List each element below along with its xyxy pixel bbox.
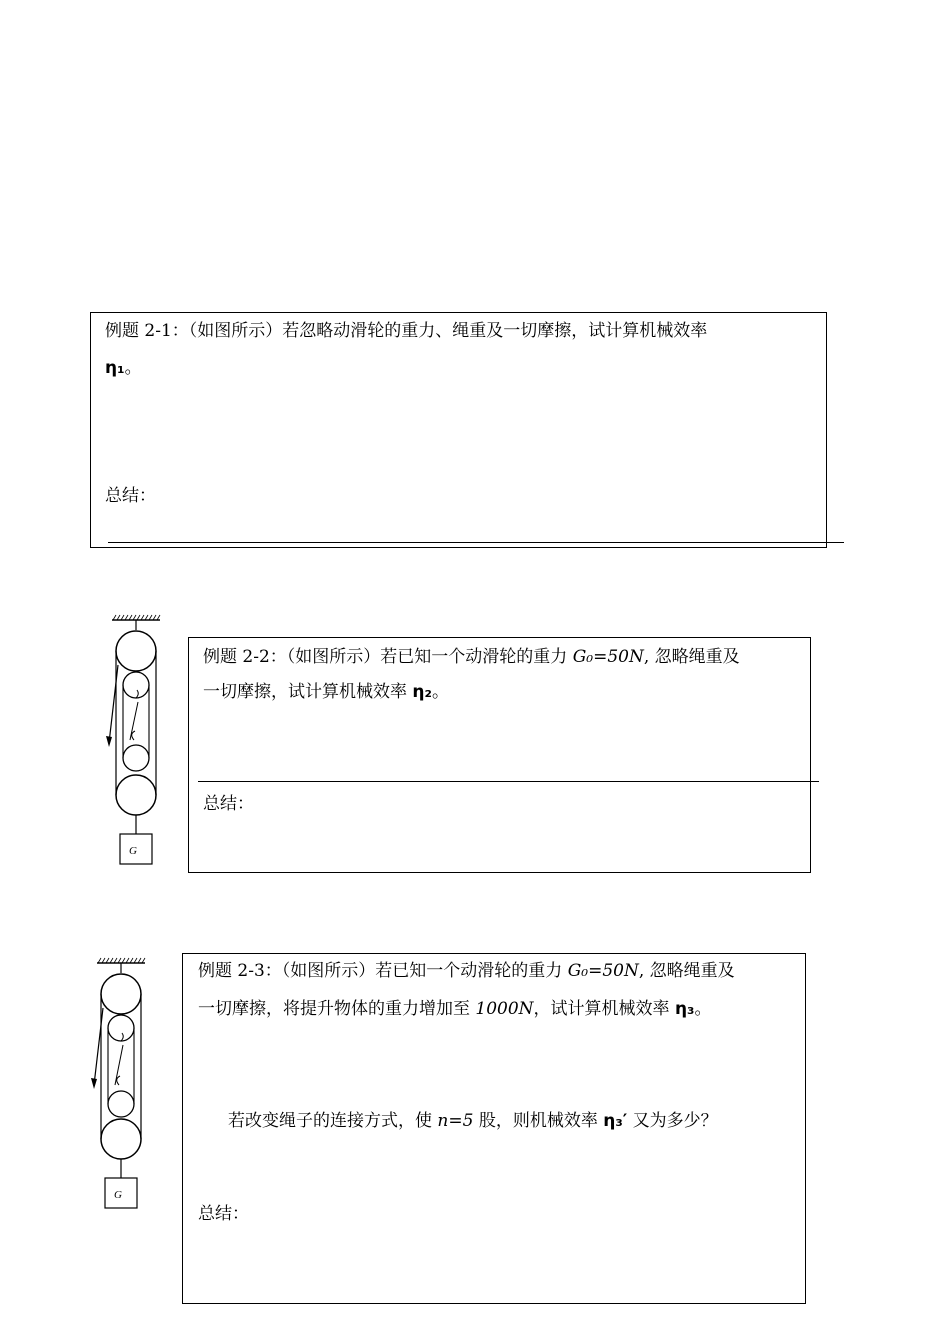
example-2-3-question-line-3 <box>228 1105 718 1137</box>
example-2-3-q2-prefix: 一切摩擦，将提升物体的重力增加至 <box>198 999 476 1019</box>
eta-1-symbol: η₁ <box>105 358 125 378</box>
example-2-3-n-value: n=5 <box>437 1111 474 1131</box>
example-2-3-q1-prefix: 例题 2-3：（如图所示）若已知一个动滑轮的重力 <box>198 961 568 981</box>
weight-label-2-2: G <box>129 845 137 857</box>
pulley-diagram-2-2 <box>100 610 200 870</box>
pulley-diagram-2-3 <box>85 955 185 1215</box>
example-2-3-summary-label: 总结： <box>198 1204 249 1224</box>
example-2-2-q1-prefix: 例题 2-2：（如图所示）若已知一个动滑轮的重力 <box>203 647 573 667</box>
example-2-3-question-line-1 <box>198 955 735 987</box>
example-2-2-g0: G₀=50N <box>572 647 644 667</box>
eta-2-symbol: η₂ <box>412 682 432 702</box>
example-2-1-answer-line <box>108 542 844 543</box>
example-2-2-q1-suffix: , 忽略绳重及 <box>643 647 740 667</box>
example-2-2-q2-prefix: 一切摩擦，试计算机械效率 <box>203 682 413 702</box>
eta-3-prime-symbol: η₃′ <box>603 1111 628 1131</box>
example-2-3-question-line-2 <box>198 993 712 1025</box>
example-2-3-q3-suffix: 又为多少？ <box>627 1111 718 1131</box>
example-2-3-q3-mid: 股，则机械效率 <box>473 1111 604 1131</box>
example-2-1-question <box>105 315 707 347</box>
example-2-1-end: 。 <box>124 358 142 378</box>
example-2-3-end: 。 <box>694 999 712 1019</box>
example-2-3-q2-mid: ，试计算机械效率 <box>533 999 675 1019</box>
example-2-2-question-line-2 <box>203 676 449 708</box>
example-2-3-g0: G₀=50N <box>567 961 639 981</box>
example-2-2-summary-label: 总结： <box>203 794 254 814</box>
example-2-1-box <box>90 312 827 548</box>
example-2-1-question-text: 例题 2-1：（如图所示）若忽略动滑轮的重力、绳重及一切摩擦，试计算机械效率 <box>105 321 708 341</box>
example-2-2-question-line-1 <box>203 641 740 673</box>
example-2-2-end: 。 <box>431 682 449 702</box>
example-2-3-weight-value: 1000N <box>475 999 534 1019</box>
example-2-1-eta-line <box>105 352 142 384</box>
example-2-3-q3-prefix: 若改变绳子的连接方式，使 <box>228 1111 438 1131</box>
example-2-1-summary-label: 总结： <box>105 486 156 506</box>
example-2-3-q1-suffix: , 忽略绳重及 <box>638 961 735 981</box>
eta-3-symbol: η₃ <box>674 999 695 1019</box>
weight-label-2-3: G <box>114 1189 122 1201</box>
example-2-2-answer-line <box>198 781 819 782</box>
